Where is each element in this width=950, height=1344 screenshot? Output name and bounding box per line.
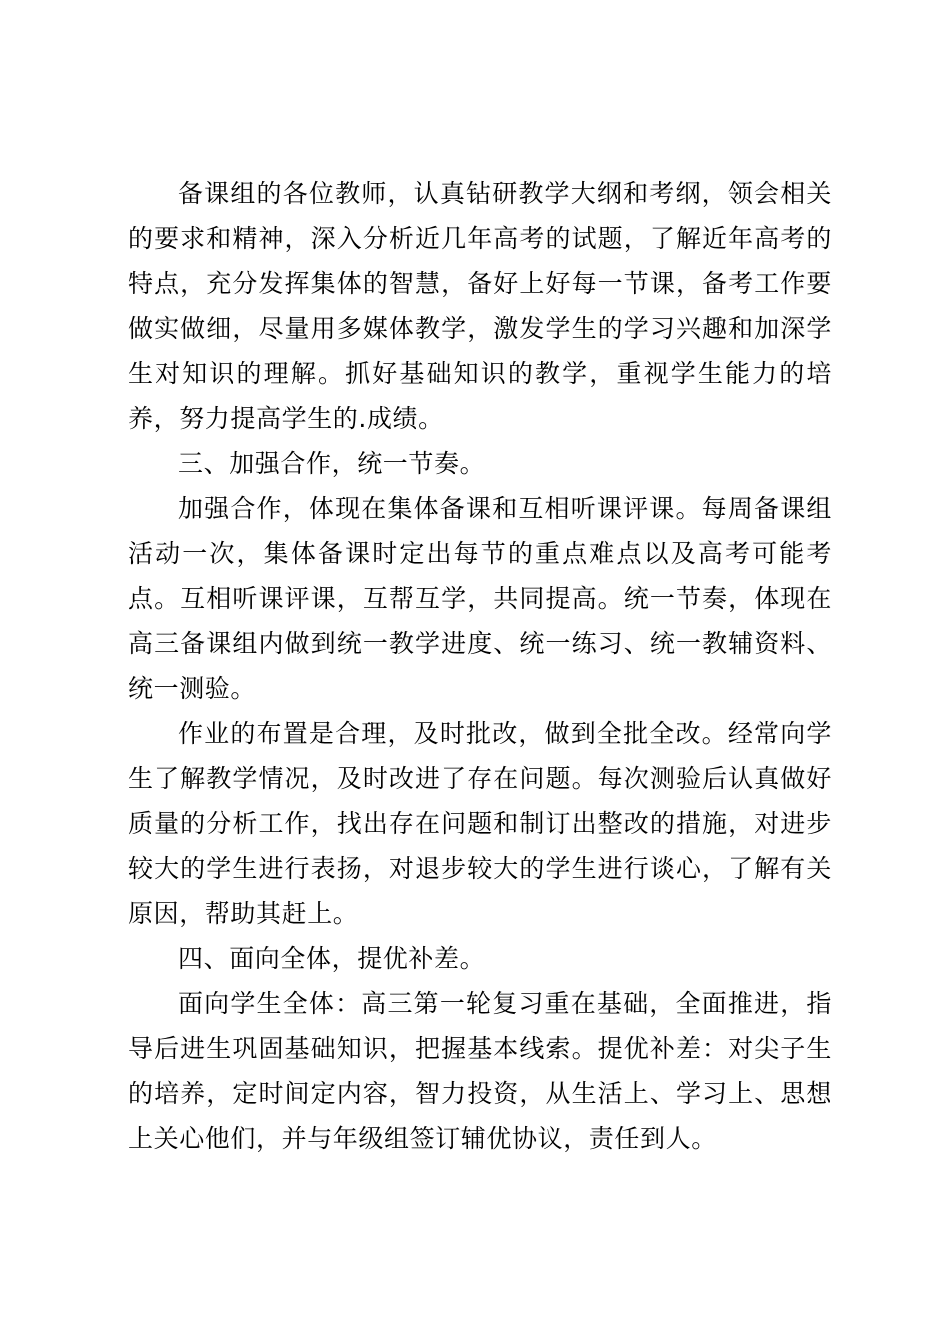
- section-heading-cooperation: 三、加强合作，统一节奏。: [178, 449, 486, 478]
- document-body: [128, 171, 832, 1161]
- paragraph-lesson-prep: 备课组的各位教师，认真钻研教学大纲和考纲，领会相关的要求和精神，深入分析近几年高考的试题，了解近年高考的特点，充分发挥集体的智慧，备好上好每一节课，备考工作要做实做细，尽量用多媒体教学，激发学生的学习兴趣和加深学生对知识的理解。抓好基础知识的教学，重视学生能力的培养，努力提高学生的.成绩。: [128, 179, 832, 433]
- paragraph-cooperation: 加强合作，体现在集体备课和互相听课评课。每周备课组活动一次，集体备课时定出每节的重点难点以及高考可能考点。互相听课评课，互帮互学，共同提高。统一节奏，体现在高三备课组内做到统一教学进度、统一练习、统一教辅资料、统一测验。: [128, 494, 832, 703]
- section-heading-all-students: 四、面向全体，提优补差。: [178, 944, 486, 973]
- paragraph-homework: 作业的布置是合理，及时批改，做到全批全改。经常向学生了解教学情况，及时改进了存在问题。每次测验后认真做好质量的分析工作，找出存在问题和制订出整改的措施，对进步较大的学生进行表扬，对退步较大的学生进行谈心，了解有关原因，帮助其赶上。: [128, 719, 832, 928]
- paragraph-all-students: 面向学生全体：高三第一轮复习重在基础，全面推进，指导后进生巩固基础知识，把握基本线索。提优补差：对尖子生的培养，定时间定内容，智力投资，从生活上、学习上、思想上关心他们，并与年级组签订辅优协议，责任到人。: [128, 989, 832, 1153]
